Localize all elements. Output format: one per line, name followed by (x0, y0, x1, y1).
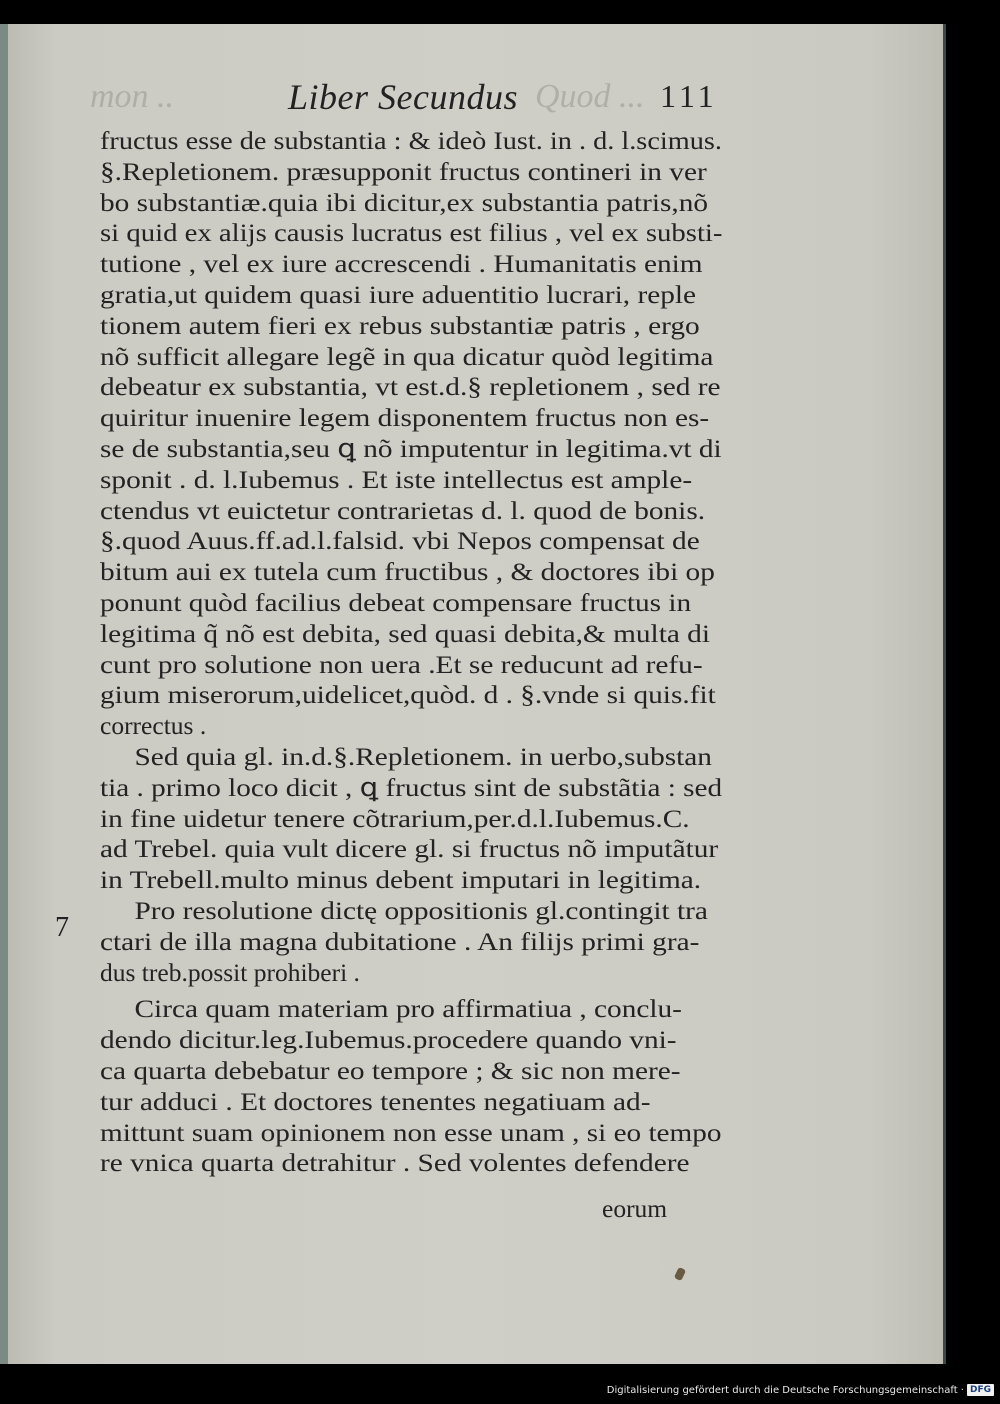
text-line: se de substantia,seu ꝗ nõ imputentur in legitima.vt di (100, 433, 722, 463)
running-head-title: Liber Secundus (288, 77, 518, 117)
text-line: tionem autem fieri ex rebus substantiæ patris , ergo (100, 310, 700, 340)
text-line: fructus esse de substantia : & ideò Iust. in . d. l.scimus. (100, 126, 722, 155)
text-line: tia . primo loco dicit , ꝗ fructus sint de substãtia : sed (100, 772, 723, 802)
text-line: tur adduci . Et doctores tenentes negatiuam ad- (100, 1086, 651, 1116)
text-line: cunt pro solutione non uera .Et se reducunt ad refu- (100, 649, 703, 679)
body-text (100, 126, 722, 1179)
text-line: debeatur ex substantia, vt est.d.§ repletionem , sed re (100, 372, 721, 402)
text-line: dus treb.possit prohiberi . (100, 957, 360, 987)
text-line: mittunt suam opinionem non esse unam , si eo tempo (100, 1117, 722, 1147)
page-gutter-edge (0, 24, 8, 1364)
show-through-text-left: mon .. (90, 78, 175, 115)
text-line: gium miserorum,uidelicet,quòd. d . §.vnde si quis.fit (100, 680, 716, 710)
text-line: §.Repletionem. præsupponit fructus contineri in ver (100, 156, 707, 186)
show-through-text-right: Quod ... (535, 78, 645, 115)
margin-note-number: 7 (55, 912, 69, 943)
text-line: in fine uidetur tenere cõtrarium,per.d.l.Iubemus.C. (100, 803, 690, 833)
text-line: in Trebell.multo minus debent imputari in legitima. (100, 865, 702, 895)
dfg-logo-icon: DFG (967, 1384, 994, 1396)
text-line: si quid ex alijs causis lucratus est filius , vel ex substi- (100, 218, 723, 248)
text-line: Pro resolutione dictę oppositionis gl.contingit tra (134, 895, 708, 925)
footer-credit: Digitalisierung gefördert durch die Deutsche Forschungsgemeinschaft · (606, 1384, 964, 1396)
text-line: legitima q̃ nõ est debita, sed quasi debita,& multa di (100, 618, 711, 648)
text-line: Sed quia gl. in.d.§.Repletionem. in uerbo,substan (134, 741, 712, 771)
text-line: dendo dicitur.leg.Iubemus.procedere quando vni- (100, 1025, 677, 1055)
text-line: gratia,ut quidem quasi iure aduentitio lucrari, reple (100, 279, 697, 309)
text-line: Circa quam materiam pro affirmatiua , conclu- (134, 994, 682, 1024)
text-line: ad Trebel. quia vult dicere gl. si fructus nõ imputãtur (100, 834, 719, 864)
digitization-footer (607, 1380, 994, 1400)
text-line: sponit . d. l.Iubemus . Et iste intellectus est ample- (100, 464, 693, 494)
page-number: 111 (660, 78, 718, 114)
text-line: bitum aui ex tutela cum fructibus , & doctores ibi op (100, 557, 715, 587)
text-line: re vnica quarta detrahitur . Sed volentes defendere (100, 1148, 690, 1178)
running-head (90, 76, 740, 126)
text-line: quiritur inuenire legem disponentem fructus non es- (100, 403, 710, 433)
text-line: nõ sufficit allegare legẽ in qua dicatur quòd legitima (100, 341, 714, 371)
text-line: bo substantiæ.quia ibi dicitur,ex substantia patris,nõ (100, 187, 709, 217)
text-line: correctus . (100, 711, 207, 741)
text-line: tutione , vel ex iure accrescendi . Humanitatis enim (100, 249, 703, 279)
text-line: ponunt quòd facilius debeat compensare fructus in (100, 587, 692, 617)
catchword: eorum (602, 1194, 668, 1223)
text-line: ctari de illa magna dubitatione . An filijs primi gra- (100, 926, 700, 956)
text-line: §.quod Auus.ff.ad.l.falsid. vbi Nepos compensat de (100, 526, 700, 556)
text-line: ctendus vt euictetur contrarietas d. l. quod de bonis. (100, 495, 706, 525)
text-line: ca quarta debebatur eo tempore ; & sic non mere- (100, 1055, 681, 1085)
